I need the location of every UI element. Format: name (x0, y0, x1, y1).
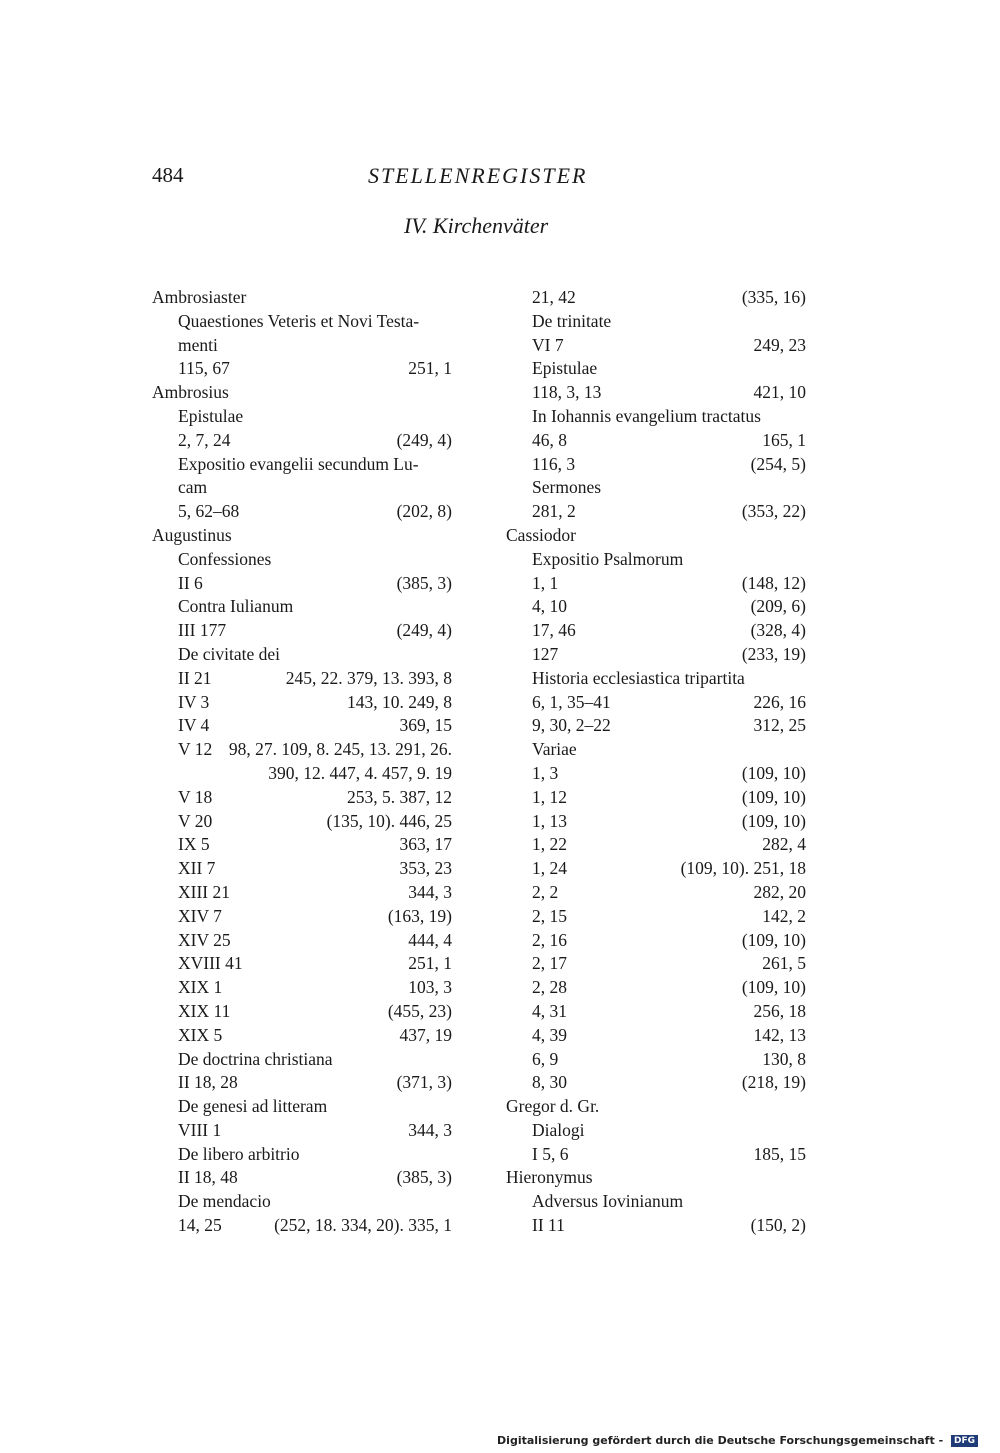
entry-page-ref: 344, 3 (408, 1119, 452, 1140)
entry-page-ref: (109, 10) (741, 786, 806, 807)
index-work-title: Epistulae (178, 405, 244, 426)
index-entry (152, 667, 452, 691)
entry-reference: VIII 1 (178, 1119, 222, 1140)
entry-page-ref: 444, 4 (408, 929, 452, 950)
index-entry (152, 881, 452, 905)
entry-page-ref: 421, 10 (753, 382, 806, 403)
index-entry (152, 786, 452, 810)
entry-reference: 1, 13 (532, 810, 567, 831)
entry-page-ref: 282, 20 (753, 881, 806, 902)
entry-reference: 17, 46 (532, 620, 576, 641)
index-entry (152, 500, 452, 524)
entry-reference: XII 7 (178, 858, 216, 879)
index-entry (506, 1071, 806, 1095)
index-entry (506, 762, 806, 786)
index-entry (506, 976, 806, 1000)
entry-reference: 4, 31 (532, 1000, 567, 1021)
index-entry (152, 572, 452, 596)
index-entry (152, 1071, 452, 1095)
index-entry (152, 905, 452, 929)
index-entry (152, 429, 452, 453)
entry-reference: XIX 11 (178, 1000, 231, 1021)
entry-reference: 4, 10 (532, 596, 567, 617)
entry-reference: 127 (532, 643, 559, 664)
entry-page-ref: 282, 4 (762, 834, 806, 855)
entry-page-ref: (209, 6) (750, 596, 806, 617)
index-entry (506, 905, 806, 929)
index-work-title: Variae (532, 739, 577, 760)
index-entry (506, 952, 806, 976)
index-work-title: cam (178, 477, 208, 498)
entry-reference: 46, 8 (532, 429, 567, 450)
entry-reference: III 177 (178, 620, 227, 641)
index-entry (152, 357, 452, 381)
entry-page-ref: 369, 15 (399, 715, 452, 736)
entry-page-ref: (233, 19) (741, 643, 806, 664)
entry-page-ref: 251, 1 (408, 953, 452, 974)
entry-page-ref: (148, 12) (741, 572, 806, 593)
index-work-title: De mendacio (178, 1191, 271, 1212)
entry-reference: 14, 25 (178, 1215, 222, 1236)
entry-page-ref: 437, 19 (399, 1024, 452, 1045)
entry-reference: 1, 22 (532, 834, 567, 855)
entry-reference: 5, 62–68 (178, 501, 240, 522)
entry-reference: 8, 30 (532, 1072, 567, 1093)
index-entry (506, 929, 806, 953)
index-author: Hieronymus (506, 1167, 593, 1188)
index-author: Augustinus (152, 524, 232, 545)
entry-reference: V 18 (178, 786, 213, 807)
entry-reference: XIV 7 (178, 905, 222, 926)
index-work-title: Historia ecclesiastica tripartita (532, 667, 745, 688)
entry-reference: V 20 (178, 810, 213, 831)
entry-page-ref: 143, 10. 249, 8 (347, 691, 452, 712)
entry-reference: 9, 30, 2–22 (532, 715, 611, 736)
entry-reference: 6, 1, 35–41 (532, 691, 611, 712)
entry-page-ref: (254, 5) (750, 453, 806, 474)
index-entry (152, 1214, 452, 1238)
entry-reference: 2, 16 (532, 929, 567, 950)
entry-page-ref: 142, 13 (753, 1024, 806, 1045)
entry-page-ref: 261, 5 (762, 953, 806, 974)
entry-reference: 2, 17 (532, 953, 567, 974)
entry-page-ref: (109, 10). 251, 18 (680, 858, 806, 879)
entry-reference: IV 4 (178, 715, 210, 736)
footer-separator: - (938, 1434, 944, 1447)
entry-reference: 2, 28 (532, 977, 567, 998)
index-work-title: Contra Iulianum (178, 596, 294, 617)
index-entry (506, 453, 806, 477)
entry-page-ref: 390, 12. 447, 4. 457, 9. 19 (268, 762, 452, 783)
entry-reference: II 11 (532, 1215, 565, 1236)
dfg-logo: DFG (951, 1435, 978, 1447)
index-entry (506, 833, 806, 857)
page-number: 484 (152, 163, 184, 187)
entry-reference: XIX 5 (178, 1024, 223, 1045)
index-entry (506, 1143, 806, 1167)
index-entry (506, 810, 806, 834)
index-author: Gregor d. Gr. (506, 1096, 600, 1117)
entry-page-ref: (249, 4) (396, 620, 452, 641)
index-column-left (152, 286, 452, 1238)
entry-page-ref: 344, 3 (408, 881, 452, 902)
index-entry (152, 1000, 452, 1024)
entry-page-ref: 251, 1 (408, 358, 452, 379)
footer (497, 1434, 978, 1447)
entry-page-ref: (109, 10) (741, 810, 806, 831)
entry-reference: 2, 15 (532, 905, 567, 926)
entry-page-ref: 363, 17 (399, 834, 452, 855)
index-work-title: In Iohannis evangelium tractatus (532, 405, 761, 426)
entry-reference: 115, 67 (178, 358, 230, 379)
index-work-title: Sermones (532, 477, 602, 498)
index-work-title: Quaestiones Veteris et Novi Testa- (178, 310, 420, 331)
entry-page-ref: (135, 10). 446, 25 (326, 810, 452, 831)
index-entry (506, 1048, 806, 1072)
entry-reference: XIV 25 (178, 929, 231, 950)
index-entry (506, 572, 806, 596)
entry-page-ref: (249, 4) (396, 429, 452, 450)
index-entry (506, 381, 806, 405)
index-entry (152, 929, 452, 953)
footer-text: Digitalisierung gefördert durch die Deutsche Forschungsgemeinschaft (497, 1434, 935, 1447)
index-author: Ambrosiaster (152, 287, 247, 307)
index-entry (506, 595, 806, 619)
entry-page-ref: 130, 8 (762, 1048, 806, 1069)
index-entry (506, 691, 806, 715)
entry-page-ref: 249, 23 (753, 334, 806, 355)
entry-page-ref: 226, 16 (753, 691, 806, 712)
entry-reference: II 6 (178, 572, 203, 593)
index-entry (506, 786, 806, 810)
entry-page-ref: 312, 25 (753, 715, 806, 736)
entry-page-ref: (385, 3) (396, 572, 452, 593)
index-entry (506, 857, 806, 881)
entry-page-ref: (109, 10) (741, 762, 806, 783)
entry-reference: IV 3 (178, 691, 210, 712)
entry-page-ref: (252, 18. 334, 20). 335, 1 (274, 1215, 452, 1236)
index-entry (152, 738, 452, 762)
entry-page-ref: (150, 2) (750, 1215, 806, 1236)
entry-page-ref: 253, 5. 387, 12 (347, 786, 452, 807)
entry-page-ref: (455, 23) (387, 1000, 452, 1021)
index-entry (506, 286, 806, 310)
entry-reference: II 21 (178, 667, 212, 688)
entry-page-ref: (385, 3) (396, 1167, 452, 1188)
index-entry (506, 1000, 806, 1024)
entry-reference: II 18, 48 (178, 1167, 238, 1188)
entry-reference: 6, 9 (532, 1048, 559, 1069)
section-title: IV. Kirchenväter (404, 213, 549, 238)
entry-page-ref: 142, 2 (762, 905, 806, 926)
index-entry (152, 1166, 452, 1190)
index-entry (152, 714, 452, 738)
entry-page-ref: (163, 19) (387, 905, 452, 926)
index-work-title: De trinitate (532, 310, 612, 331)
entry-reference: 1, 3 (532, 762, 559, 783)
entry-reference: 116, 3 (532, 453, 576, 474)
index-work-title: Epistulae (532, 358, 598, 379)
index-entry (506, 500, 806, 524)
entry-reference: 4, 39 (532, 1024, 567, 1045)
running-title: STELLENREGISTER (368, 163, 588, 188)
index-work-title: Expositio evangelii secundum Lu- (178, 453, 419, 474)
entry-reference: XIX 1 (178, 977, 223, 998)
index-work-title: Expositio Psalmorum (532, 548, 684, 569)
entry-reference: I 5, 6 (532, 1143, 569, 1164)
index-entry (152, 857, 452, 881)
entry-page-ref: 185, 15 (753, 1143, 806, 1164)
index-entry (506, 1214, 806, 1238)
entry-reference: 118, 3, 13 (532, 382, 602, 403)
entry-page-ref: (202, 8) (396, 501, 452, 522)
entry-reference: XIII 21 (178, 881, 230, 902)
index-work-title: De libero arbitrio (178, 1143, 300, 1164)
entry-reference: 2, 2 (532, 881, 559, 902)
index-entry (506, 429, 806, 453)
index-work-title: Dialogi (532, 1119, 585, 1140)
index-entry (152, 976, 452, 1000)
index-entry (152, 810, 452, 834)
entry-page-ref: (109, 10) (741, 929, 806, 950)
index-column-right (506, 286, 806, 1238)
index-entry (152, 691, 452, 715)
entry-reference: VI 7 (532, 334, 564, 355)
index-entry (506, 1024, 806, 1048)
entry-page-ref: (109, 10) (741, 977, 806, 998)
entry-page-ref: 165, 1 (762, 429, 806, 450)
entry-page-ref: (328, 4) (750, 620, 806, 641)
entry-reference: XVIII 41 (178, 953, 243, 974)
index-work-title: Adversus Iovinianum (532, 1191, 684, 1212)
index-entry (152, 833, 452, 857)
entry-page-ref: 98, 27. 109, 8. 245, 13. 291, 26. (228, 739, 452, 760)
entry-page-ref: (371, 3) (396, 1072, 452, 1093)
entry-reference: II 18, 28 (178, 1072, 238, 1093)
index-entry (152, 1119, 452, 1143)
entry-page-ref: (335, 16) (741, 287, 806, 307)
entry-page-ref: 256, 18 (753, 1000, 806, 1021)
entry-page-ref: 353, 23 (399, 858, 452, 879)
entry-reference: V 12 (178, 739, 213, 760)
index-entry (506, 714, 806, 738)
entry-reference: 21, 42 (532, 287, 576, 307)
entry-page-ref: (218, 19) (741, 1072, 806, 1093)
index-author: Ambrosius (152, 382, 229, 403)
index-entry (506, 619, 806, 643)
index-entry (506, 334, 806, 358)
entry-page-ref: 245, 22. 379, 13. 393, 8 (285, 667, 452, 688)
entry-reference: 1, 24 (532, 858, 567, 879)
index-author: Cassiodor (506, 524, 576, 545)
entry-reference: 2, 7, 24 (178, 429, 231, 450)
index-entry (152, 762, 452, 786)
index-entry (152, 619, 452, 643)
entry-page-ref: 103, 3 (408, 977, 452, 998)
index-entry (152, 1024, 452, 1048)
entry-reference: 1, 1 (532, 572, 559, 593)
index-work-title: menti (178, 334, 218, 355)
index-work-title: De civitate dei (178, 643, 281, 664)
entry-reference: 1, 12 (532, 786, 567, 807)
index-work-title: Confessiones (178, 548, 272, 569)
index-entry (506, 881, 806, 905)
index-entry (506, 643, 806, 667)
index-work-title: De doctrina christiana (178, 1048, 333, 1069)
index-work-title: De genesi ad litteram (178, 1096, 328, 1117)
entry-reference: 281, 2 (532, 501, 576, 522)
entry-reference: IX 5 (178, 834, 210, 855)
entry-page-ref: (353, 22) (741, 501, 806, 522)
index-entry (152, 952, 452, 976)
